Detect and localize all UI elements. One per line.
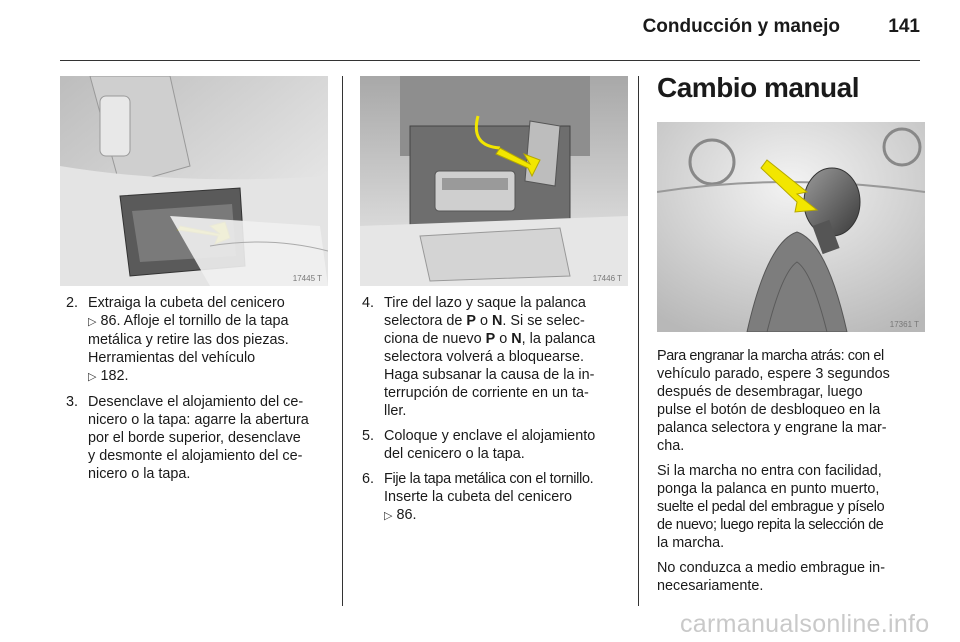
step-number: 6. [362,471,375,487]
step-4: 4. Tire del lazo y saque la palanca selectora de P o N. Si se selec- ciona de nuevo P o N, la palanca selectora volverá a bloquearse. Haga subsanar la causa de la in- terrupción de corriente en un ta- ller. [362,295,596,419]
page-ref[interactable]: 86 [396,507,413,523]
step-number: 4. [362,295,375,311]
page-ref-icon: ▷ [88,371,97,383]
gear-n-label: N [492,313,503,329]
chapter-title: Conducción y manejo [642,16,840,37]
column-divider-right [638,76,639,606]
figure-id: 17361 T [889,320,919,329]
steps-column-2 [362,294,634,532]
figure-id: 17446 T [592,274,622,283]
paragraph-reverse-gear: Para engranar la marcha atrás: con el vehículo parado, espere 3 segundos después de desembragar, luego pulse el botón de desbloqueo en la palanca selectora y engrane la mar- cha. [657,348,890,454]
selector-release-illustration [360,76,628,286]
page-ref-icon: ▷ [88,316,97,328]
figure-id: 17445 T [292,274,322,283]
ashtray-illustration [60,76,328,286]
figure-ashtray-housing [60,76,328,286]
gear-p-label: P [466,313,477,329]
page-ref[interactable]: 182 [100,368,125,384]
page-number: 141 [888,16,920,37]
paragraph-clutch-warning: No conduzca a medio embrague in- necesariamente. [657,560,885,594]
figure-manual-gear-lever [657,122,925,332]
gear-lever-illustration [657,122,925,332]
steps-column-1 [66,294,336,490]
paragraphs-column-3 [657,347,923,602]
step-5: 5. Coloque y enclave el alojamiento del cenicero o la tapa. [362,428,596,462]
step-number: 2. [66,295,79,311]
gear-n-label: N [511,331,522,347]
gear-p-label: P [485,331,496,347]
paragraph-gear-difficulty: Si la marcha no entra con facilidad, ponga la palanca en punto muerto, suelte el pedal del embrague y píselo de nuevo; luego repita la selección de la marcha. [657,463,885,551]
step-number: 3. [66,394,79,410]
step-6: 6. Fije la tapa metálica con el tornillo. Inserte la cubeta del cenicero ▷ 86. [362,471,594,523]
step-number: 5. [362,428,375,444]
step-3: 3. Desenclave el alojamiento del ce- nicero o la tapa: agarre la abertura por el borde superior, desenclave y desmonte el alojamiento del ce- nicero o la tapa. [66,394,309,482]
step-2: 2. Extraiga la cubeta del cenicero ▷ 86. Afloje el tornillo de la tapa metálica y retire las dos piezas. Herramientas del vehículo ▷ 182. [66,295,289,384]
watermark: carmanualsonline.info [680,610,930,638]
section-title: Cambio manual [657,72,859,103]
column-divider-left [342,76,343,606]
page-ref[interactable]: 86 [100,313,117,329]
header-rule [60,60,920,61]
figure-selector-lever-release [360,76,628,286]
page-ref-icon: ▷ [384,510,393,522]
